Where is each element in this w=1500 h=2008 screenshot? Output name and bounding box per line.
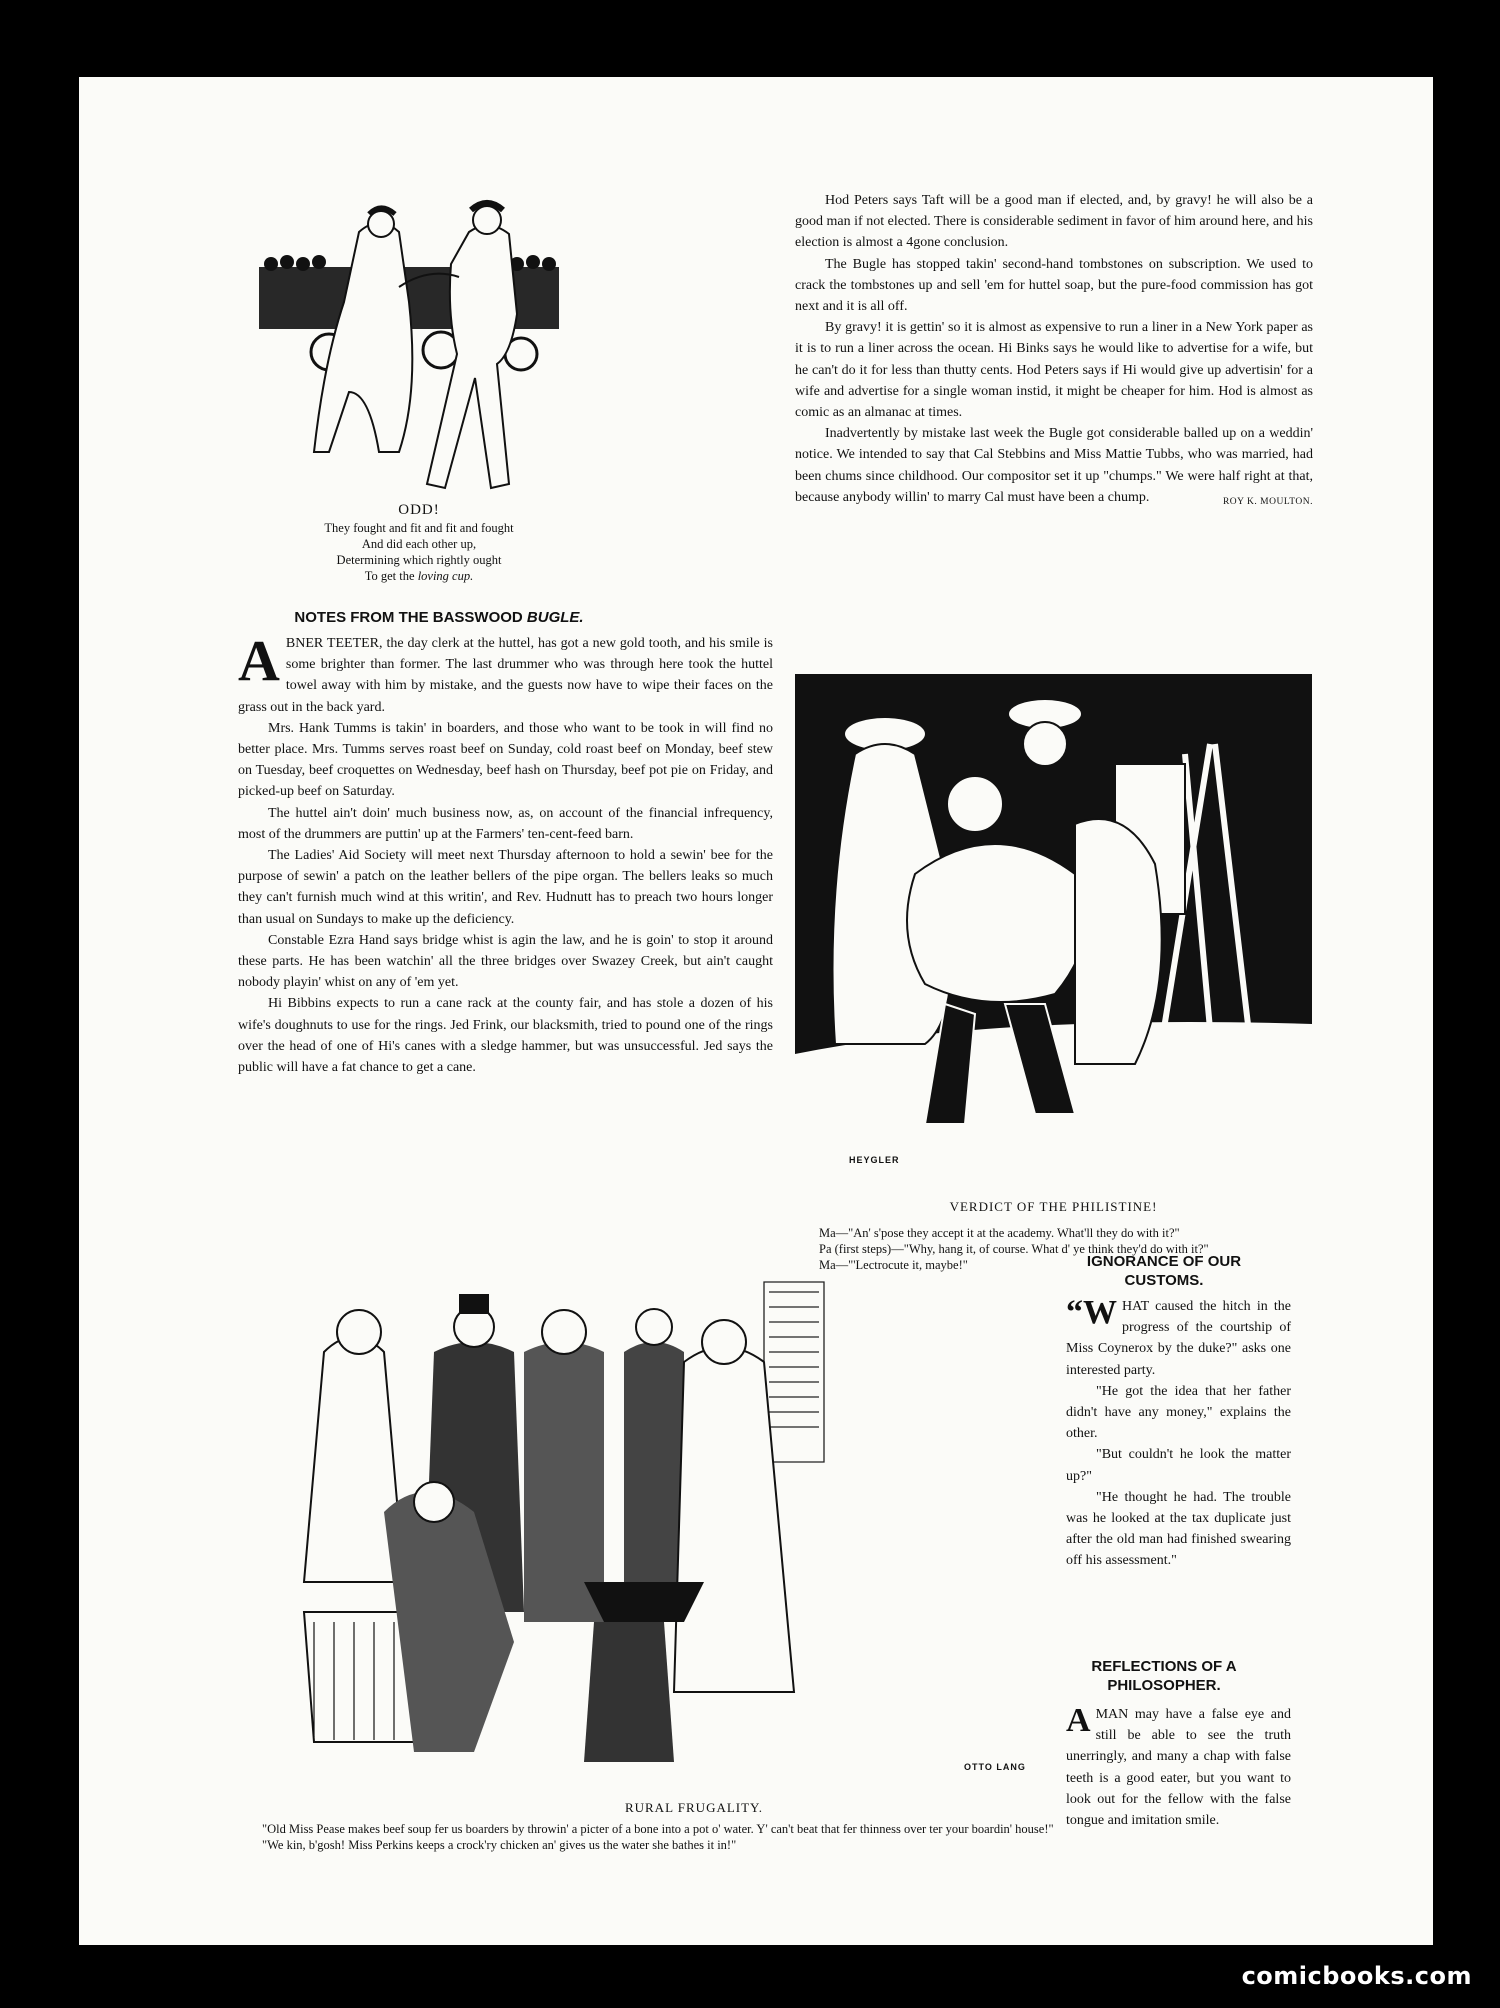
bugle-paragraph: The huttel ain't doin' much business now, as, on account of the financial infrequency, most of the drummers are puttin' up at the Farmers' ten-cent-feed barn. [238,805,773,842]
blacksmith-shop-drawing [294,1272,1094,1792]
rural-dialogue [238,1821,1133,1853]
comicbooks-watermark: comicbooks.com [1241,1962,1472,1990]
philistine-illustration [795,674,1312,1184]
reflections-dropcap: A [1066,1702,1091,1739]
rural-artist-signature: OTTO LANG [964,1762,1026,1772]
motorists-fighting-drawing [259,192,579,522]
bugle-dropcap: A [238,628,280,693]
reflections-column [1066,1704,1291,1831]
ignorance-heading: IGNORANCE OF OUR CUSTOMS. [1086,1253,1242,1289]
bugle-paragraph: Hod Peters says Taft will be a good man if elected, and, by gravy! he will also be a good man if not elected. There is considerable sediment in favor of him around here, and his election is almost a 4gone conclusion. [795,193,1313,251]
odd-verse-line: And did each other up, [361,537,477,551]
bugle-paragraph: ABNER TEETER, the day clerk at the huttel, has got a new gold tooth, and his smile is some brighter than former. The last drummer who was through here took the huttel towel away with him by mistake, and the guests now have to wipe their faces on the grass out in the back yard. [238,628,773,715]
odd-caption-title: ODD! [398,502,440,518]
ignorance-paragraph: "He thought he had. The trouble was he looked at the tax duplicate just after the old man had finished swearing off his assessment." [1066,1489,1291,1569]
philistine-caption-title: VERDICT OF THE PHILISTINE! [949,1199,1158,1214]
ignorance-paragraph: "He got the idea that her father didn't have any money," explains the other. [1066,1383,1291,1442]
bugle-paragraph: Constable Ezra Hand says bridge whist is agin the law, and he is goin' to stop it around these parts. He has been watchin' all the three bridges over Swazey Creek, but ain't caught nobody playin' whist on any of 'em yet. [238,932,773,991]
bugle-byline: ROY K. MOULTON. [1222,496,1313,507]
odd-verse-line: They fought and fit and fit and fought [324,521,514,535]
odd-verse [319,520,519,584]
ignorance-dropcap: “W [1066,1294,1117,1331]
dialogue-line: Ma—"An' s'pose they accept it at the academy. What'll they do with it?" [819,1226,1180,1240]
odd-verse-line: To get the loving cup. [364,569,474,583]
bugle-paragraph: Hi Bibbins expects to run a cane rack at the county fair, and has stole a dozen of his wife's doughnuts to use for the rings. Jed Frink, our blacksmith, tried to pound one of the rings over the head of one of Hi's canes with a sledge hammer, but was unsuccessful. Jed says the public will have a fat chance to get a cane. [238,996,773,1076]
bugle-left-column [238,628,773,1078]
bugle-paragraph: Inadvertently by mistake last week the Bugle got considerable balled up on a weddin' notice. We intended to say that Cal Stebbins and Miss Mattie Tubbs, who was married, had been chums since childhood. Our compositor set it up "chumps." We were half right at that, because anybody willin' to marry Cal must have been a chump. ROY K. MOULTON. [795,423,1313,508]
ignorance-paragraph: "But couldn't he look the matter up?" [1066,1447,1291,1484]
philistine-artist-signature: HEYGLER [849,1155,900,1165]
bugle-paragraph: Mrs. Hank Tumms is takin' in boarders, and those who want to be took in will find no better place. Mrs. Tumms serves roast beef on Sunday, cold roast beef on Monday, beef stew on Tuesday, beef croquettes on Wednesday, beef hash on Thursday, beef pot pie on Friday, and picked-up beef on Saturday. [238,720,773,800]
ignorance-column [1066,1296,1291,1572]
reflections-paragraph: AMAN may have a false eye and still be able to see the truth unerringly, and many a chap with false teeth is a good eater, but you want to look out for the fellow with the false tongue and imitation smile. [1066,1702,1291,1829]
odd-verse-line: Determining which rightly ought [336,553,502,567]
bugle-right-column [795,190,1313,513]
dialogue-line: "We kin, b'gosh! Miss Perkins keeps a crock'ry chicken an' gives us the water she bathes it in!" [262,1838,737,1852]
odd-illustration [259,192,579,522]
bugle-paragraph: The Bugle has stopped takin' second-hand tombstones on subscription. We used to crack the tombstones up and sell 'em for huttel soap, but the pure-food commission has got next and it is all off. [795,256,1313,315]
bugle-paragraph: By gravy! it is gettin' so it is almost as expensive to run a liner in a New York paper as it is to run a liner across the ocean. Hi Binks says he would like to advertise for a wife, but he can't do it for less than thutty cents. Hod Peters says if Hi would give up advertisin' for a wife and advertise for a single woman instid, it might be cheaper for him. Hod is almost as comic as an almanac at times. [795,320,1313,421]
rural-caption-title: RURAL FRUGALITY. [624,1800,764,1815]
art-critics-drawing [795,674,1312,1184]
reflections-heading: REFLECTIONS OF A PHILOSOPHER. [1091,1658,1237,1694]
magazine-page [79,77,1433,1945]
bugle-heading: NOTES FROM THE BASSWOOD BUGLE. [294,609,584,626]
rural-illustration [294,1272,1094,1792]
dialogue-line: Ma—"'Lectrocute it, maybe!" [819,1258,968,1272]
dialogue-line: "Old Miss Pease makes beef soup fer us boarders by throwin' a picter of a bone into a pot o' water. Y' can't beat that fer thinness over ter your boardin' house!" [262,1822,1054,1836]
ignorance-paragraph: “WHAT caused the hitch in the progress of the courtship of Miss Coynerox by the duke?" asks one interested party. [1066,1294,1291,1378]
bugle-paragraph: The Ladies' Aid Society will meet next Thursday afternoon to hold a sewin' bee for the purpose of sewin' a patch on the leather bellers of the pipe organ. The bellers leaks so much they can't furnish much wind at this writin', and Rev. Hudnutt has to preach two hours longer than usual on Sundays to make up the deficiency. [238,848,773,927]
dialogue-line: Pa (first steps)—"Why, hang it, of course. What d' ye think they'd do with it?" [819,1242,1209,1256]
